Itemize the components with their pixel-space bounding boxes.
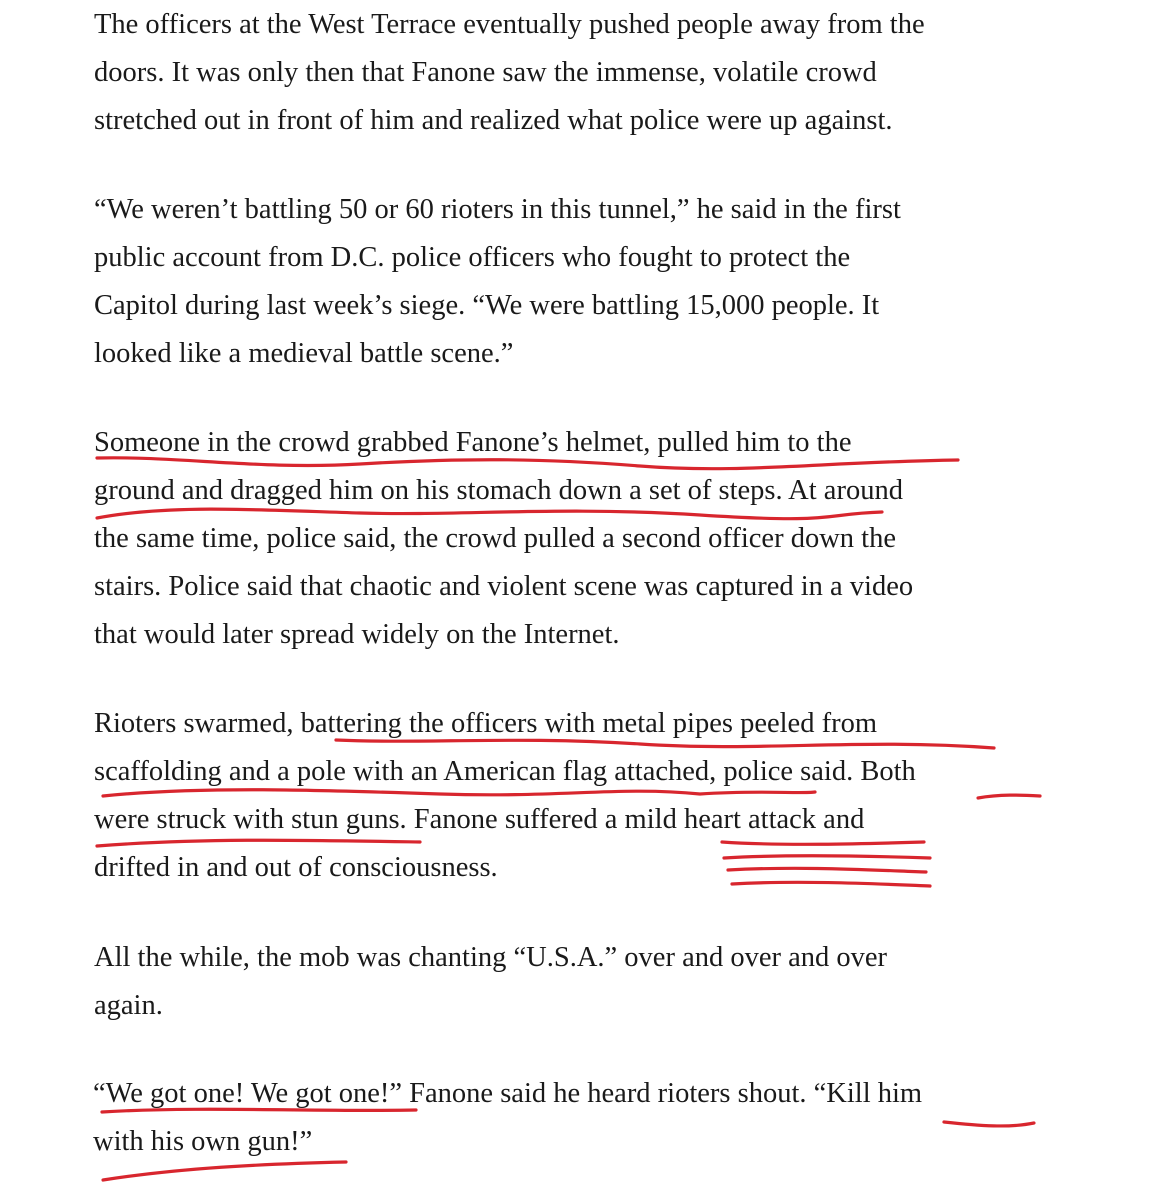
underline-stroke [978, 795, 1040, 798]
paragraph-line: drifted in and out of consciousness. [94, 852, 498, 883]
underline-stroke [944, 1122, 1034, 1126]
paragraph-line: doors. It was only then that Fanone saw the immense, volatile crowd [94, 57, 877, 88]
paragraph-line: the same time, police said, the crowd pulled a second officer down the [94, 523, 896, 554]
paragraph-4 [94, 700, 916, 892]
paragraph-line: were struck with stun guns. Fanone suffered a mild heart attack and [94, 804, 865, 835]
paragraph-line: Rioters swarmed, battering the officers with metal pipes peeled from [94, 708, 877, 739]
paragraph-2 [94, 186, 901, 378]
paragraph-line: The officers at the West Terrace eventually pushed people away from the [94, 9, 925, 40]
paragraph-line: with his own gun!” [93, 1126, 313, 1157]
paragraph-line: looked like a medieval battle scene.” [94, 338, 514, 369]
paragraph-line: Capitol during last week’s siege. “We were battling 15,000 people. It [94, 290, 880, 321]
paragraph-line: again. [94, 990, 163, 1021]
paragraph-line: that would later spread widely on the Internet. [94, 619, 620, 650]
paragraph-1 [94, 1, 925, 145]
paragraph-5 [94, 934, 887, 1030]
paragraph-3 [94, 419, 913, 659]
paragraph-line: All the while, the mob was chanting “U.S.A.” over and over and over [94, 942, 888, 973]
paragraph-line: Someone in the crowd grabbed Fanone’s helmet, pulled him to the [94, 427, 852, 458]
paragraph-line: “We weren’t battling 50 or 60 rioters in this tunnel,” he said in the first [94, 194, 901, 225]
paragraph-line: public account from D.C. police officers who fought to protect the [94, 242, 851, 273]
paragraph-line: ground and dragged him on his stomach down a set of steps. At around [94, 475, 903, 506]
paragraph-line: “We got one! We got one!” Fanone said he heard rioters shout. “Kill him [93, 1078, 923, 1109]
paragraph-line: stretched out in front of him and realized what police were up against. [94, 105, 893, 136]
paragraph-6 [93, 1070, 922, 1166]
paragraph-line: stairs. Police said that chaotic and violent scene was captured in a video [94, 571, 914, 602]
paragraph-line: scaffolding and a pole with an American flag attached, police said. Both [94, 756, 916, 787]
